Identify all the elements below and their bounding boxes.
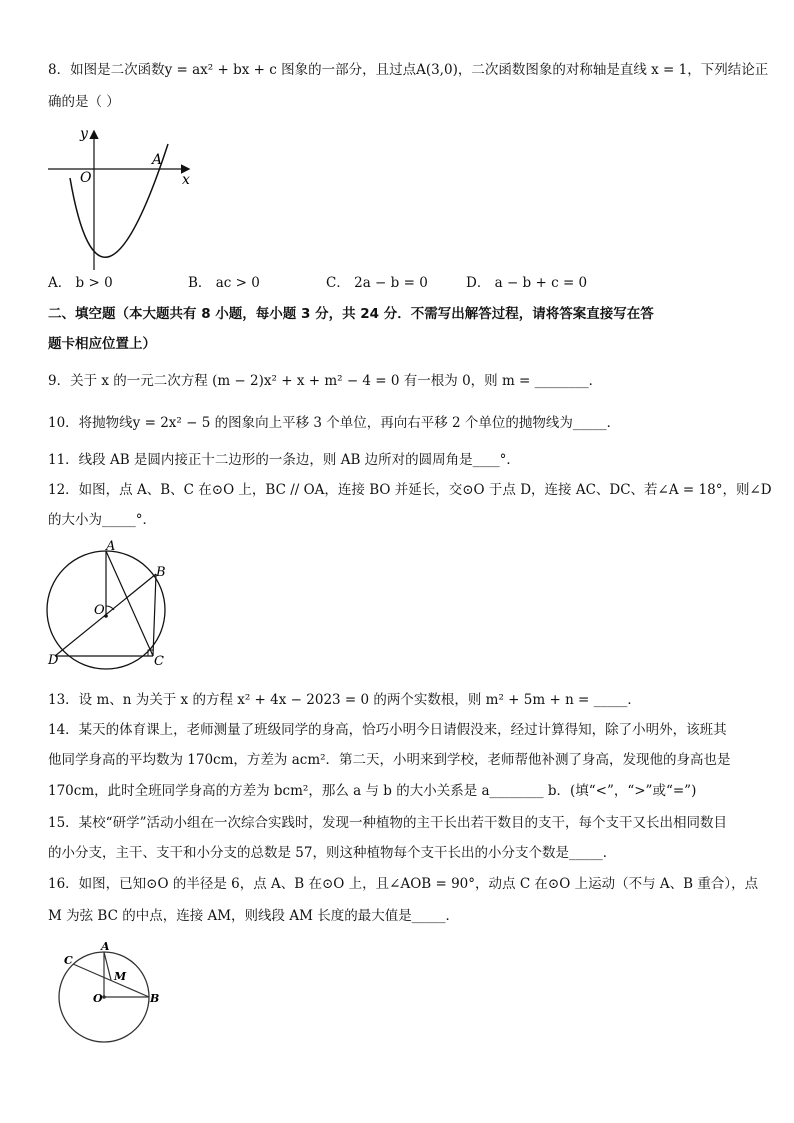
- q12-circle-figure: [36, 538, 186, 678]
- q15-text-line1: 15．某校“研学”活动小组在一次综合实践时，发现一种植物的主干长出若干数目的支干，每个支干又长出相同数目: [48, 815, 727, 831]
- q8-text-line2: 确的是（ ）: [48, 94, 120, 110]
- q11-text: 11．线段 AB 是圆内接正十二边形的一条边，则 AB 边所对的圆周角是____°．: [48, 452, 520, 468]
- q13-text: 13．设 m、n 为关于 x 的方程 x² + 4x − 2023 = 0 的两个实数根，则 m² + 5m + n = _____．: [48, 692, 641, 708]
- q16-label-m: M: [114, 970, 127, 983]
- q12-center-dot: [104, 614, 108, 618]
- q8-parabola-figure: [44, 122, 204, 272]
- q8-option-b: B． ac > 0: [188, 275, 260, 291]
- q16-label-o: O: [93, 992, 103, 1005]
- q12-label-d: D: [48, 653, 59, 668]
- q12-text-line1: 12．如图，点 A、B、C 在⊙O 上，BC // OA，连接 BO 并延长，交⊙O 于点 D，连接 AC、DC、若∠A = 18°，则∠D: [48, 482, 772, 498]
- q16-segment-am: [104, 952, 111, 980]
- q8-label-x: x: [182, 172, 190, 188]
- q8-label-a: A: [152, 152, 163, 168]
- q16-segment-cb: [73, 964, 149, 997]
- q10-text: 10．将抛物线y = 2x² − 5 的图象向上平移 3 个单位，再向右平移 2 个单位的抛物线为_____．: [48, 415, 621, 431]
- q16-label-c: C: [64, 954, 73, 967]
- section-fill-blank-heading-line2: 题卡相应位置上）: [48, 336, 156, 352]
- q8-option-d: D． a − b + c = 0: [466, 275, 588, 291]
- q8-label-o: O: [80, 170, 92, 186]
- q14-text-line1: 14．某天的体育课上，老师测量了班级同学的身高，恰巧小明今日请假没来，经过计算得知，除了小明外，该班其: [48, 722, 727, 738]
- q16-text-line1: 16．如图，已知⊙O 的半径是 6，点 A、B 在⊙O 上，且∠AOB = 90°，动点 C 在⊙O 上运动（不与 A、B 重合），点: [48, 876, 759, 892]
- q12-label-b: B: [156, 565, 166, 580]
- q12-text-line2: 的大小为_____°．: [48, 512, 156, 528]
- q14-text-line3: 170cm，此时全班同学身高的方差为 bcm²，那么 a 与 b 的大小关系是 a________ b．(填“<”，“>”或“=”): [48, 783, 697, 799]
- section-fill-blank-heading-line1: 二、填空题（本大题共有 8 小题，每小题 3 分，共 24 分．不需写出解答过程，请将答案直接写在答: [48, 306, 654, 322]
- q16-label-b: B: [150, 992, 160, 1005]
- q8-text-line1: 8．如图是二次函数y = ax² + bx + c 图象的一部分，且过点A(3,0)，二次函数图象的对称轴是直线 x = 1，下列结论正: [48, 62, 769, 78]
- q14-text-line2: 他同学身高的平均数为 170cm，方差为 acm²．第二天，小明来到学校，老师帮他补测了身高，发现他的身高也是: [48, 752, 731, 768]
- q9-text: 9．关于 x 的一元二次方程 (m − 2)x² + x + m² − 4 = 0 有一根为 0，则 m = ________．: [48, 373, 603, 389]
- q12-label-c: C: [154, 654, 164, 669]
- q16-center-dot: [102, 995, 106, 999]
- q15-text-line2: 的小分支，主干、支干和小分支的总数是 57，则这种植物每个支干长出的小分支个数是_____．: [48, 845, 617, 861]
- q8-label-y: y: [80, 126, 88, 142]
- q12-label-a: A: [106, 539, 116, 554]
- q16-label-a: A: [101, 940, 110, 953]
- q12-label-o: O: [94, 603, 105, 618]
- q8-option-a: A． b > 0: [48, 275, 113, 291]
- q8-option-c: C． 2a − b = 0: [326, 275, 428, 291]
- q16-circle-figure: [50, 938, 170, 1056]
- q16-text-line2: M 为弦 BC 的中点，连接 AM，则线段 AM 长度的最大值是_____．: [48, 908, 459, 924]
